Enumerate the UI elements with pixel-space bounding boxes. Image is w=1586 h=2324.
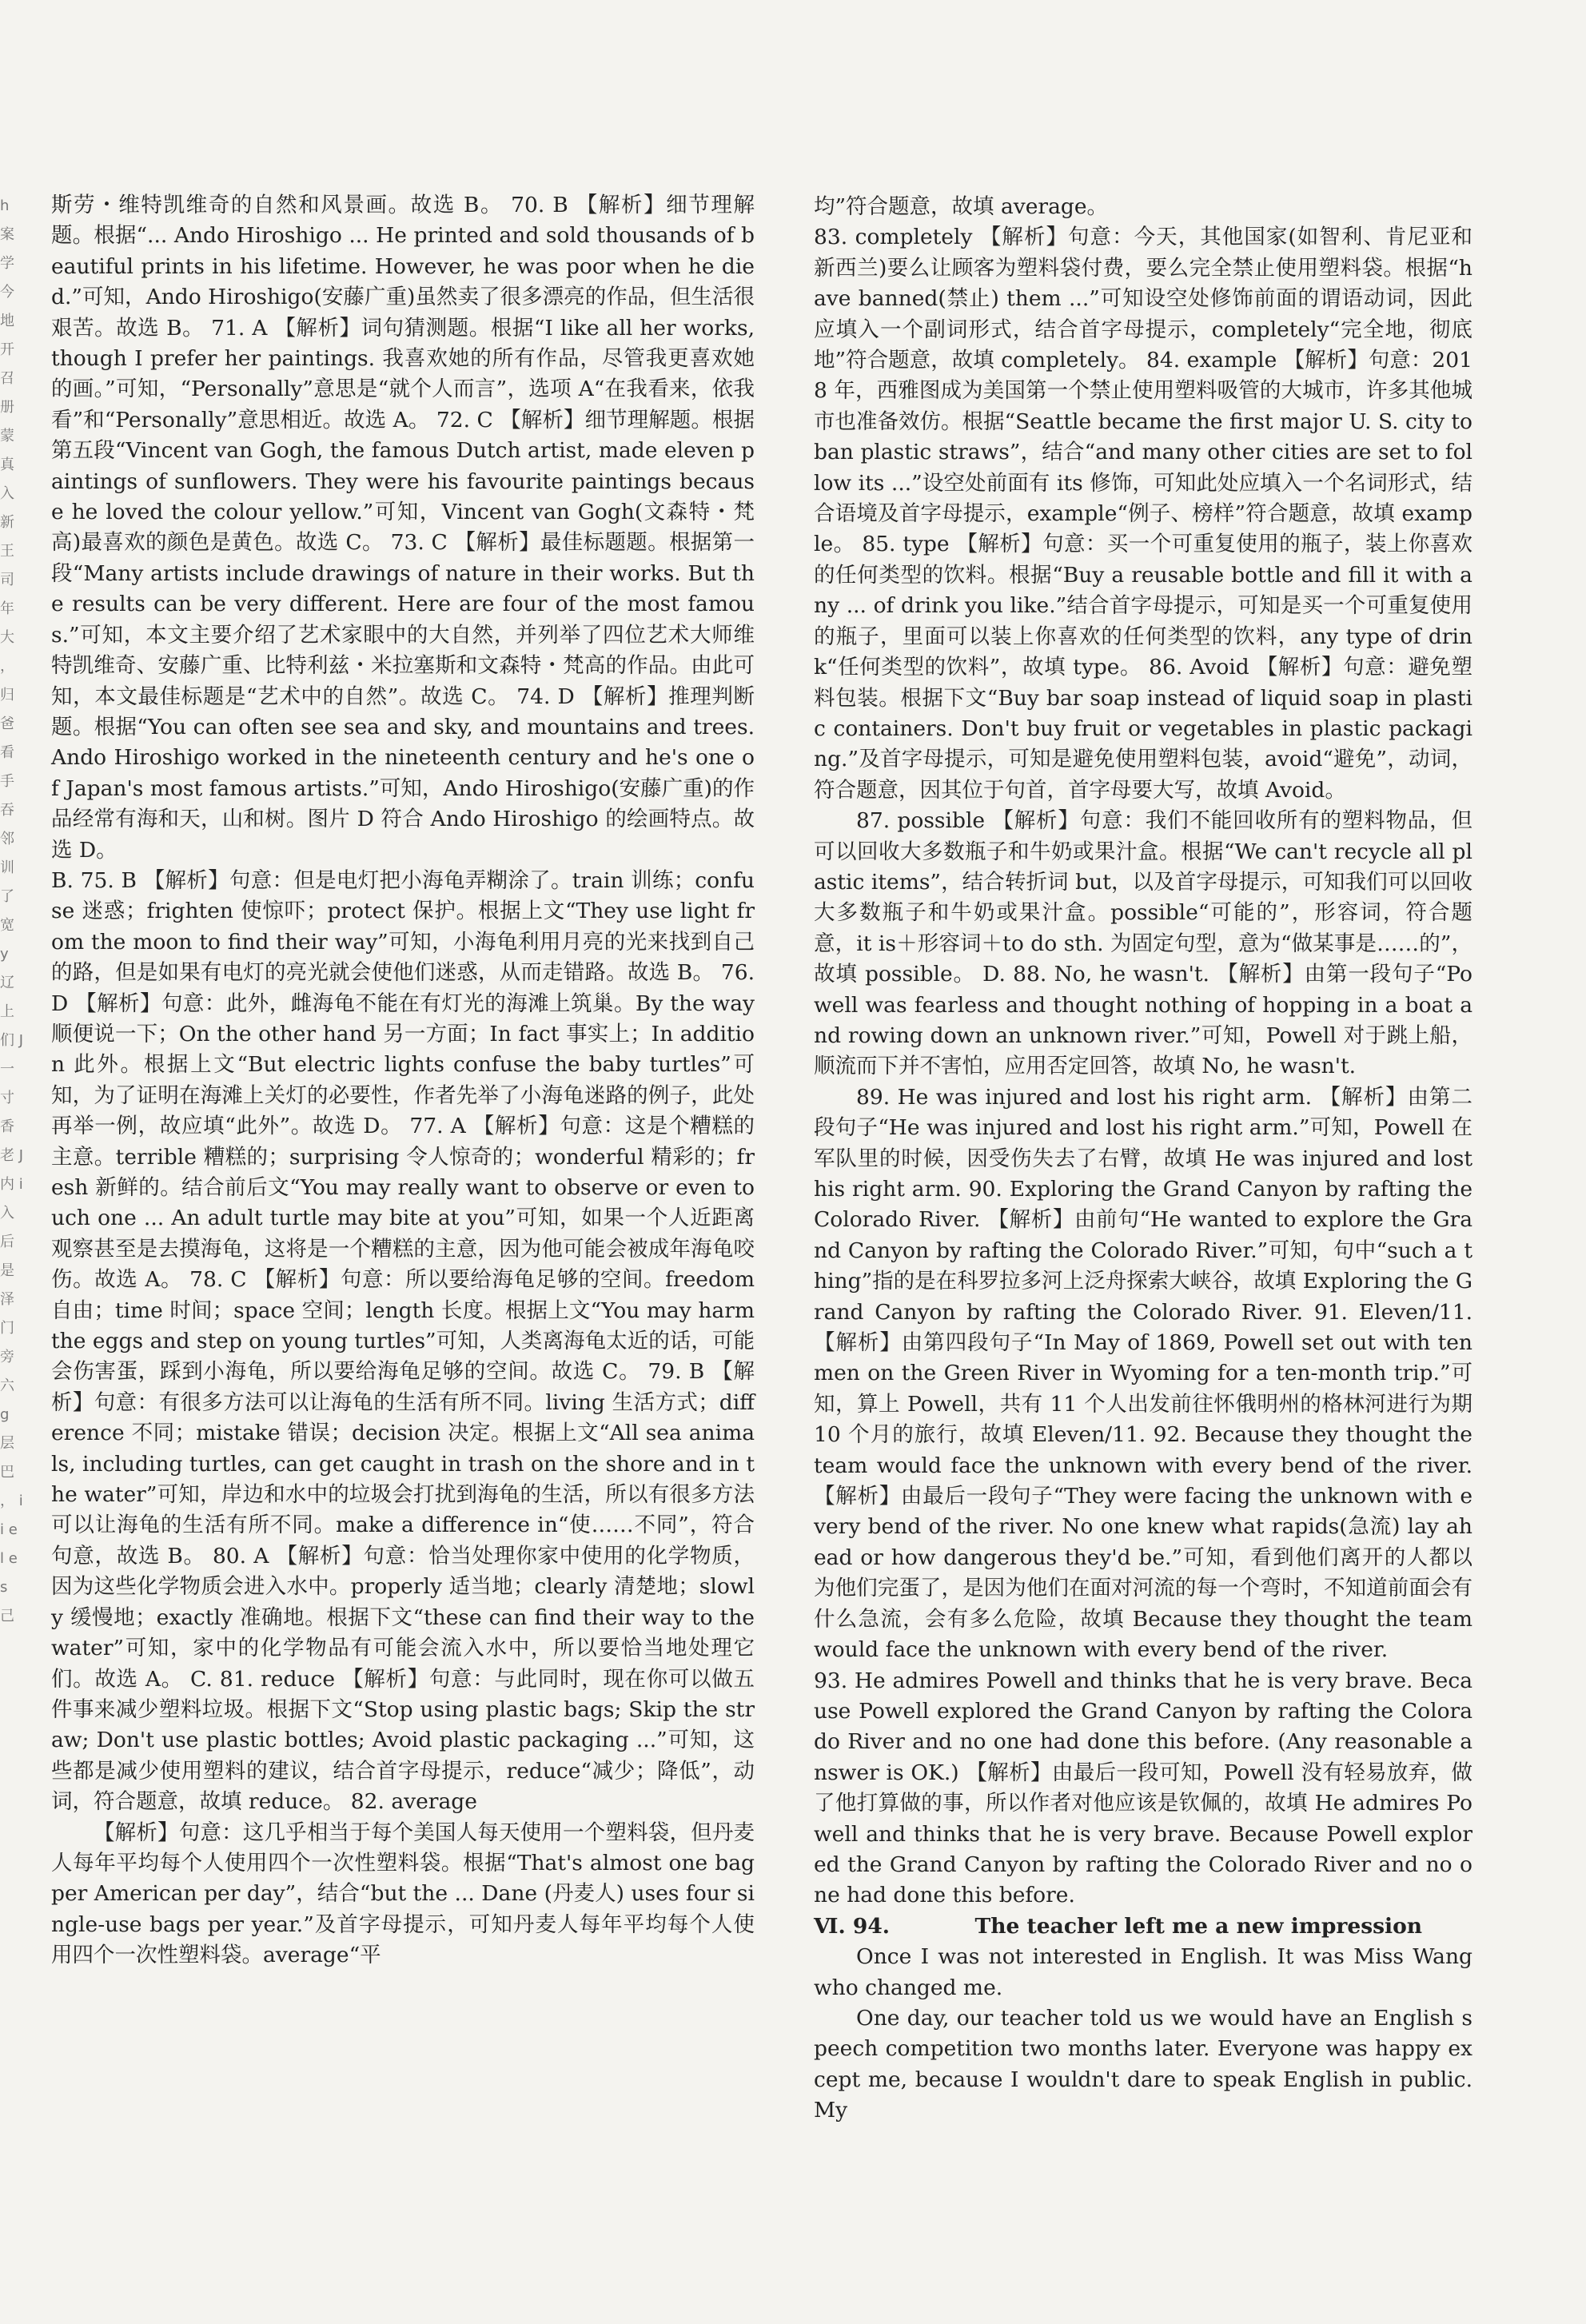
essay-paragraph-1: Once I was not interested in English. It was Miss Wang who changed me.	[814, 1944, 1472, 2000]
right-column	[814, 192, 1472, 2127]
essay-title: The teacher left me a new impression	[974, 1913, 1423, 1939]
section-vi-label: Ⅵ. 94.	[814, 1913, 891, 1939]
left-paragraph-3: 【解析】句意：这几乎相当于每个美国人每天使用一个塑料袋，但丹麦人每年平均每个人使用四个一次性塑料袋。根据“That's almost one bag per American per day”，结合“but the ... Dane (丹麦人) uses four single-use bags per year.”及首字母提示，可知丹麦人每年平均每个人使用四个一次性塑料袋。average“平	[51, 1820, 755, 1968]
left-paragraph-1: 斯劳・维特凯维奇的自然和风景画。故选 B。 70. B 【解析】细节理解题。根据“... Ando Hiroshigo ... He printed and sold thousands of beautiful prints in his lifetime. However, he was poor when he died.”可知，Ando Hiroshigo(安藤广重)虽然卖了很多漂亮的作品，但生活很艰苦。故选 B。 71. A 【解析】词句猜测题。根据“I like all her works, though I prefer her paintings. 我喜欢她的所有作品，尽管我更喜欢她的画。”可知，“Personally”意思是“就个人而言”，选项 A“在我看来，依我看”和“Personally”意思相近。故选 A。 72. C 【解析】细节理解题。根据第五段“Vincent van Gogh, the famous Dutch artist, made eleven paintings of sunflowers. They were his favourite paintings because he loved the colour yellow.”可知，Vincent van Gogh(文森特・梵高)最喜欢的颜色是黄色。故选 C。 73. C 【解析】最佳标题题。根据第一段“Many artists include drawings of nature in their works. But the results can be very different. Here are four of the most famous.”可知，本文主要介绍了艺术家眼中的大自然，并列举了四位艺术大师维特凯维奇、安藤广重、比特利兹・米拉塞斯和文森特・梵高的作品。由此可知，本文最佳标题是“艺术中的自然”。故选 C。 74. D 【解析】推理判断题。根据“You can often see sea and sky, and mountains and trees. Ando Hiroshigo worked in the nineteenth century and he's one of Japan's most famous artists.”可知，Ando Hiroshigo(安藤广重)的作品经常有海和天，山和树。图片 D 符合 Ando Hiroshigo 的绘画特点。故选 D。	[51, 193, 755, 863]
right-paragraph-4: 89. He was injured and lost his right arm. 【解析】由第二段句子“He was injured and lost his right arm.”可知，Powell 在军队里的时候，因受伤失去了右臂，故填 He was injured and lost his right arm. 90. Exploring the Grand Canyon by rafting the Colorado River. 【解析】由前句“He wanted to explore the Grand Canyon by rafting the Colorado River.”可知，句中“such a thing”指的是在科罗拉多河上泛舟探索大峡谷，故填 Exploring the Grand Canyon by rafting the Colorado River. 91. Eleven/11. 【解析】由第四段句子“In May of 1869, Powell set out with ten men on the Green River in Wyoming for a ten-month trip.”可知，算上 Powell，共有 11 个人出发前往怀俄明州的格林河进行为期 10 个月的旅行，故填 Eleven/11. 92. Because they thought the team would face the unknown with every bend of the river. 【解析】由最后一段句子“They were facing the unknown with every bend of the river. No one knew what rapids(急流) lay ahead or how dangerous they'd be.”可知，看到他们离开的人都以为他们完蛋了，是因为他们在面对河流的每一个弯时，不知道前面会有什么急流，会有多么危险，故填 Because they thought the team would face the unknown with every bend of the river.	[814, 1084, 1472, 1663]
left-margin-bleed-text: h 案 学 今 地 开 召 册 蒙 真 入 新 王 司 年 大 ， 归 爸 看 手 吞 邻 训 了 宽 y 辽 上 们 J 一 寸 香 老 J 内 i 入 后 是 泽 门 旁 六 g 层 巴 ， i i e l e s 己	[0, 197, 24, 1624]
right-paragraph-3: 87. possible 【解析】句意：我们不能回收所有的塑料物品，但可以回收大多数瓶子和牛奶或果汁盒。根据“We can't recycle all plastic items”，结合转折词 but，以及首字母提示，可知我们可以回收大多数瓶子和牛奶或果汁盒。possible“可能的”，形容词，符合题意，it is＋形容词＋to do sth. 为固定句型，意为“做某事是……的”，故填 possible。 D. 88. No, he wasn't. 【解析】由第一段句子“Powell was fearless and thought nothing of hopping in a boat and rowing down an unknown river.”可知，Powell 对于跳上船，顺流而下并不害怕，应用否定回答，故填 No, he wasn't.	[814, 808, 1472, 1079]
right-paragraph-2: 83. completely 【解析】句意：今天，其他国家(如智利、肯尼亚和新西兰)要么让顾客为塑料袋付费，要么完全禁止使用塑料袋。根据“have banned(禁止) them ...”可知设空处修饰前面的谓语动词，因此应填入一个副词形式，结合首字母提示，completely“完全地，彻底地”符合题意，故填 completely。 84. example 【解析】句意：2018 年，西雅图成为美国第一个禁止使用塑料吸管的大城市，许多其他城市也准备效仿。根据“Seattle became the first major U. S. city to ban plastic straws”，结合“and many other cities are set to follow its ...”设空处前面有 its 修饰，可知此处应填入一个名词形式，结合语境及首字母提示，example“例子、榜样”符合题意，故填 example。 85. type 【解析】句意：买一个可重复使用的瓶子，装上你喜欢的任何类型的饮料。根据“Buy a reusable bottle and fill it with any ... of drink you like.”结合首字母提示，可知是买一个可重复使用的瓶子，里面可以装上你喜欢的任何类型的饮料，any type of drink“任何类型的饮料”，故填 type。 86. Avoid 【解析】句意：避免塑料包装。根据下文“Buy bar soap instead of liquid soap in plastic containers. Don't buy fruit or vegetables in plastic packaging.”及首字母提示，可知是避免使用塑料包装，avoid“避免”，动词，符合题意，因其位于句首，首字母要大写，故填 Avoid。	[814, 225, 1472, 803]
right-paragraph-1: 均”符合题意，故填 average。	[814, 194, 1109, 219]
right-paragraph-5: 93. He admires Powell and thinks that he is very brave. Because Powell explored the Grand Canyon by rafting the Colorado River and no one had done this before. (Any reasonable answer is OK.) 【解析】由最后一段可知，Powell 没有轻易放弃，做了他打算做的事，所以作者对他应该是钦佩的，故填 He admires Powell and thinks that he is very brave. Because Powell explored the Grand Canyon by rafting the Colorado River and no one had done this before.	[814, 1668, 1472, 1908]
left-paragraph-2: B. 75. B 【解析】句意：但是电灯把小海龟弄糊涂了。train 训练；confuse 迷惑；frighten 使惊吓；protect 保护。根据上文“They use light from the moon to find their way”可知，小海龟利用月亮的光来找到自己的路，但是如果有电灯的亮光就会使他们迷惑，从而走错路。故选 B。 76. D 【解析】句意：此外，雌海龟不能在有灯光的海滩上筑巢。By the way 顺便说一下；On the other hand 另一方面；In fact 事实上；In addition 此外。根据上文“But electric lights confuse the baby turtles”可知，为了证明在海滩上关灯的必要性，作者先举了小海龟迷路的例子，此处再举一例，故应填“此外”。故选 D。 77. A 【解析】句意：这是个糟糕的主意。terrible 糟糕的；surprising 令人惊奇的；wonderful 精彩的；fresh 新鲜的。结合前后文“You may really want to observe or even touch one ... An adult turtle may bite at you”可知，如果一个人近距离观察甚至是去摸海龟，这将是一个糟糕的主意，因为他可能会被成年海龟咬伤。故选 A。 78. C 【解析】句意：所以要给海龟足够的空间。freedom 自由；time 时间；space 空间；length 长度。根据上文“You may harm the eggs and step on young turtles”可知，人类离海龟太近的话，可能会伤害蛋，踩到小海龟，所以要给海龟足够的空间。故选 C。 79. B 【解析】句意：有很多方法可以让海龟的生活有所不同。living 生活方式；difference 不同；mistake 错误；decision 决定。根据上文“All sea animals, including turtles, can get caught in trash on the shore and in the water”可知，岸边和水中的垃圾会打扰到海龟的生活，所以有很多方法可以让海龟的生活有所不同。make a difference in“使……不同”，符合句意，故选 B。 80. A 【解析】句意：恰当处理你家中使用的化学物质，因为这些化学物质会进入水中。properly 适当地；clearly 清楚地；slowly 缓慢地；exactly 准确地。根据下文“these can find their way to the water”可知，家中的化学物品有可能会流入水中，所以要恰当地处理它们。故选 A。 C. 81. reduce 【解析】句意：与此同时，现在你可以做五件事来减少塑料垃圾。根据下文“Stop using plastic bags; Skip the straw; Don't use plastic bottles; Avoid plastic packaging ...”可知，这些都是减少使用塑料的建议，结合首字母提示，reduce“减少；降低”，动词，符合题意，故填 reduce。 82. average	[51, 867, 755, 1815]
left-column	[51, 190, 755, 1971]
section-vi-heading	[814, 1911, 1472, 1942]
essay-paragraph-2: One day, our teacher told us we would have an English speech competition two months later. Everyone was happy except me, because I wouldn't dare to speak English in public. My	[814, 2005, 1472, 2123]
